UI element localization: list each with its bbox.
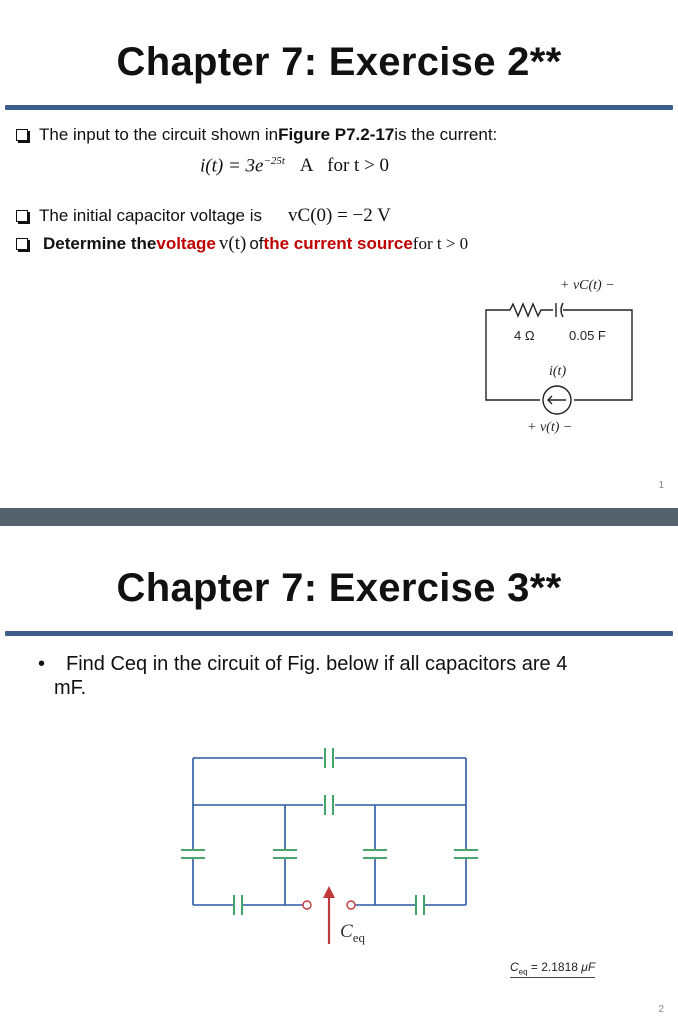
vc-label: + vC(t) −	[560, 278, 615, 293]
bullet-input-current: The input to the circuit shown in Figure P7.2-17 is the current:	[16, 125, 497, 145]
title-rule	[5, 105, 673, 110]
resistor-icon	[510, 304, 553, 316]
title-rule	[5, 631, 673, 636]
ceq-label: $C_{eq}$	[340, 921, 365, 945]
slide-2	[0, 526, 678, 1024]
wire-left	[486, 310, 540, 400]
wire-right	[563, 310, 632, 400]
page-number-1: 1	[658, 480, 664, 491]
resistor-label: 4 Ω	[514, 328, 535, 343]
capacitor-label: 0.05 F	[569, 328, 606, 343]
ceq-answer: $C_{eq} = 2.1818$ μF	[510, 960, 596, 977]
capacitor-network-diagram	[170, 746, 490, 956]
bullet-determine: Determine the voltage v(t) of the current source for t > 0	[16, 233, 468, 255]
page-number-2: 2	[658, 1004, 664, 1015]
slide-separator	[0, 508, 678, 526]
bullet-find-ceq: • Find Ceq in the circuit of Fig. below if all capacitors are 4 mF.	[38, 653, 568, 699]
capacitor-plate-curved	[561, 303, 563, 317]
terminal-right-icon	[347, 901, 355, 909]
current-equation: $i(t) = 3e^{-25t}$ A for t > 0	[200, 155, 390, 177]
voltage-label: + v(t) −	[527, 420, 573, 435]
checkbox-bullet-icon	[16, 210, 28, 222]
slide-1	[0, 0, 678, 508]
dot-bullet-icon: •	[38, 653, 46, 675]
terminal-left-icon	[303, 901, 311, 909]
bullet-initial-voltage: The initial capacitor voltage is vC(0) = −2 V	[16, 205, 391, 227]
current-label: i(t)	[549, 364, 567, 379]
checkbox-bullet-icon	[16, 238, 28, 250]
slide-2-title: Chapter 7: Exercise 3**	[116, 566, 562, 610]
checkbox-bullet-icon	[16, 129, 28, 141]
figure-ref: Figure P7.2-17	[278, 125, 395, 144]
initial-voltage-math: vC(0) = −2 V	[288, 205, 391, 226]
slide-1-title: Chapter 7: Exercise 2**	[116, 40, 562, 84]
